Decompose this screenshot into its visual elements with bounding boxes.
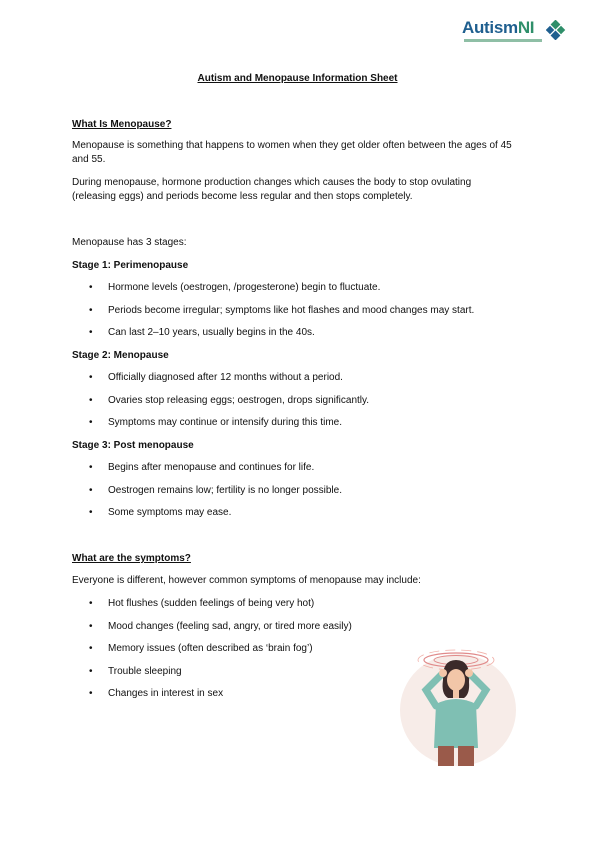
logo-tagline (464, 39, 542, 42)
stage-2-list (72, 371, 522, 439)
list-item: • Officially diagnosed after 12 months without a period. (72, 371, 522, 394)
paragraph-definition: Menopause is something that happens to women when they get older often between the ages of 45 and 55. (72, 140, 512, 165)
stages-intro: Menopause has 3 stages: (72, 237, 187, 248)
logo-text: AutismNI (462, 18, 535, 37)
autism-ni-logo (462, 18, 566, 46)
diamond-cluster-icon (546, 20, 566, 40)
list-item: • Ovaries stop releasing eggs; oestrogen, drops significantly. (72, 394, 522, 417)
symptoms-intro: Everyone is different, however common symptoms of menopause may include: (72, 575, 421, 586)
list-item: • Trouble sleeping (72, 665, 522, 688)
list-item: • Begins after menopause and continues for life. (72, 461, 522, 484)
list-item: • Mood changes (feeling sad, angry, or tired more easily) (72, 620, 522, 643)
stage-heading-1: Stage 1: Perimenopause (72, 260, 189, 271)
stage-3-list (72, 461, 522, 529)
list-item: • Hot flushes (sudden feelings of being very hot) (72, 597, 522, 620)
list-item: • Changes in interest in sex (72, 687, 522, 710)
paragraph-hormone-changes: During menopause, hormone production changes which causes the body to stop ovulating (releasing eggs) and periods become less regular and then stops completely. (72, 177, 472, 202)
section-heading-symptoms: What are the symptoms? (72, 553, 191, 564)
stage-1-list (72, 281, 522, 349)
list-item: • Some symptoms may ease. (72, 506, 522, 529)
list-item: • Can last 2–10 years, usually begins in the 40s. (72, 326, 522, 349)
list-item: • Hormone levels (oestrogen, /progesterone) begin to fluctuate. (72, 281, 522, 304)
list-item: • Memory issues (often described as ‘brain fog’) (72, 642, 522, 665)
list-item: • Symptoms may continue or intensify during this time. (72, 416, 522, 439)
document-title: Autism and Menopause Information Sheet (197, 73, 398, 84)
list-item: • Oestrogen remains low; fertility is no longer possible. (72, 484, 522, 507)
stage-heading-3: Stage 3: Post menopause (72, 440, 194, 451)
section-heading-what-is-menopause: What Is Menopause? (72, 119, 172, 130)
dizzy-woman-illustration (398, 638, 518, 768)
list-item: • Periods become irregular; symptoms like hot flashes and mood changes may start. (72, 304, 522, 327)
stage-heading-2: Stage 2: Menopause (72, 350, 169, 361)
